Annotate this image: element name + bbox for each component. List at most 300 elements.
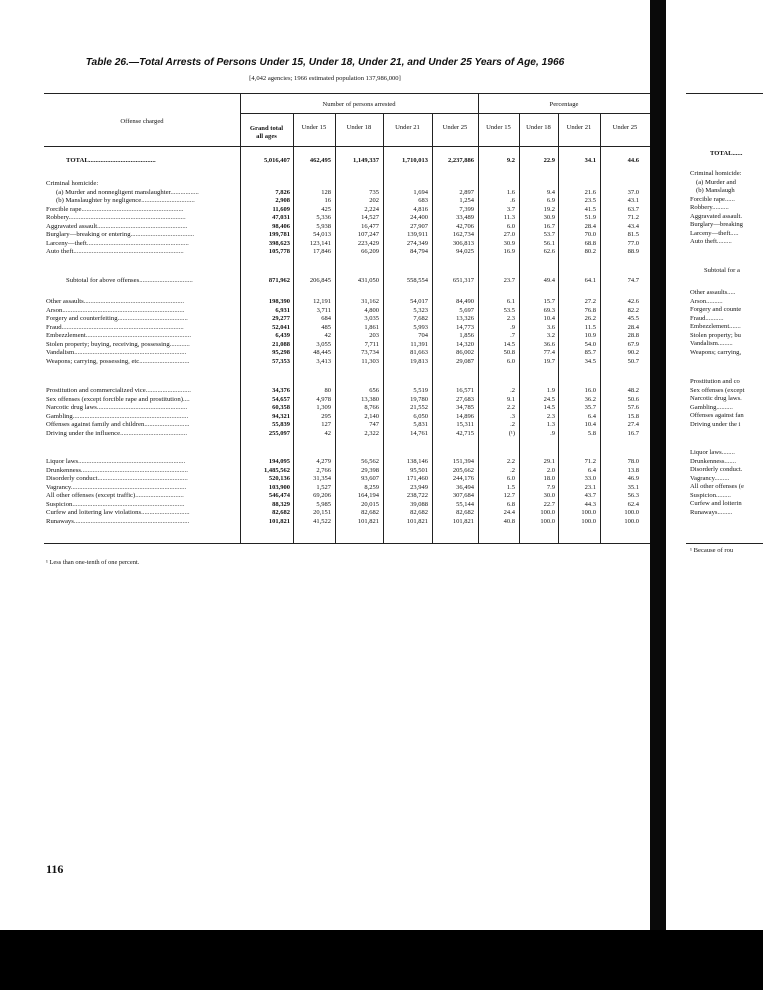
leader-dots: ..................................................................... — [73, 517, 190, 525]
cell-under21: 4,816 — [413, 205, 428, 213]
cell-pct-under25: 44.6 — [627, 157, 639, 164]
row-label: Weapons; carrying, possessing, etc.............................. — [46, 357, 190, 365]
cell-pct-under21: 11.5 — [584, 323, 596, 331]
header-bottom-rule — [44, 146, 650, 147]
leader-dots: ................................................................... — [74, 349, 187, 356]
cell-grand-total: 29,277 — [272, 315, 290, 322]
cell-pct-under21: 21.6 — [584, 188, 596, 196]
cell-pct-under15: 1.5 — [506, 483, 515, 491]
cell-under15: 206,845 — [309, 277, 331, 284]
cell-under18: 203 — [369, 332, 379, 339]
cell-pct-under25: 74.7 — [627, 277, 639, 284]
cell-pct-under18: 1.3 — [546, 421, 555, 428]
row-label: Forcible rape............................................................. — [46, 205, 184, 213]
cell-under15: 3,711 — [316, 306, 331, 314]
cell-under15: 20,151 — [313, 509, 331, 516]
cell-pct-under18: 14.5 — [543, 404, 555, 411]
header-under18: Under 18 — [346, 124, 372, 131]
right-page-line: Disorderly conduct. — [690, 466, 743, 473]
cell-under25: 29,087 — [456, 357, 474, 365]
cell-under21: 138,146 — [406, 458, 428, 465]
cell-pct-under18: 29.1 — [543, 458, 555, 465]
cell-pct-under21: 28.4 — [584, 222, 596, 230]
cell-pct-under18: 77.4 — [543, 349, 555, 356]
cell-pct-under25: 45.5 — [627, 315, 639, 322]
cell-under15: 42 — [324, 332, 331, 339]
cell-pct-under18: 22.9 — [543, 157, 555, 164]
cell-grand-total: 6,931 — [275, 306, 290, 314]
leader-dots: ............................. — [135, 492, 184, 499]
right-page-line: Auto theft......... — [690, 238, 732, 245]
col-rule — [335, 113, 336, 543]
cell-grand-total: 55,839 — [272, 421, 290, 428]
cell-under21: 704 — [418, 332, 428, 339]
right-page-line: Vandalism......... — [690, 340, 733, 347]
cell-under15: 80 — [324, 387, 331, 394]
cell-grand-total: 7,826 — [275, 188, 290, 196]
cell-pct-under21: 27.2 — [584, 298, 596, 305]
leader-dots: ................................................................... — [72, 500, 185, 508]
cell-under21: 27,907 — [410, 222, 428, 230]
leader-dots: ..................................................................... — [70, 483, 187, 491]
cell-pct-under21: 54.0 — [584, 340, 596, 348]
cell-under18: 11,303 — [361, 357, 379, 365]
cell-under21: 1,694 — [413, 188, 428, 196]
leader-dots: ........................................ — [88, 157, 156, 164]
header-percentage-group: Percentage — [549, 101, 579, 108]
cell-under15: 69,206 — [313, 492, 331, 499]
cell-under15: 12,191 — [313, 298, 331, 305]
cell-under18: 735 — [369, 188, 379, 196]
cell-pct-under25: 43.4 — [627, 222, 639, 230]
cell-pct-under21: 26.2 — [584, 315, 596, 322]
cell-pct-under15: 6.0 — [506, 222, 515, 230]
cell-grand-total: 57,353 — [272, 357, 290, 365]
right-page-rule — [686, 93, 763, 94]
cell-pct-under25: 81.5 — [627, 231, 639, 238]
cell-pct-under21: 10.9 — [584, 332, 596, 339]
leader-dots: ................. — [170, 188, 199, 196]
row-label: Sex offenses (except forcible rape and prostitution).... — [46, 395, 190, 403]
cell-under18: 93,607 — [361, 475, 379, 482]
cell-under21: 274,349 — [406, 239, 428, 247]
cell-pct-under15: 2.2 — [506, 404, 515, 411]
scan-bottom-edge — [0, 930, 763, 990]
cell-pct-under15: .6 — [510, 197, 515, 204]
cell-under21: 54,017 — [410, 298, 428, 305]
cell-grand-total: 11,609 — [272, 205, 290, 213]
cell-pct-under18: 24.5 — [543, 395, 555, 403]
row-label: Driving under the influence........................................ — [46, 429, 187, 437]
right-page-line: Curfew and loiterin — [690, 500, 742, 507]
cell-pct-under21: 71.2 — [584, 458, 596, 465]
cell-under21: 95,501 — [410, 466, 428, 474]
right-page-line: Burglary—breaking — [690, 221, 743, 228]
header-grand-total — [240, 125, 293, 140]
cell-under21: 21,552 — [410, 404, 428, 411]
cell-under15: 462,495 — [309, 157, 331, 164]
cell-pct-under15: 9.2 — [506, 157, 515, 164]
cell-under25: 13,326 — [456, 315, 474, 322]
cell-under15: 425 — [321, 205, 331, 213]
cell-under15: 54,013 — [313, 231, 331, 238]
cell-pct-under18: 1.9 — [546, 387, 555, 394]
cell-grand-total: 2,908 — [275, 197, 290, 204]
cell-pct-under18: 6.9 — [546, 197, 555, 204]
cell-pct-under25: 78.0 — [627, 458, 639, 465]
cell-under18: 3,035 — [364, 315, 379, 322]
cell-under25: 36,494 — [456, 483, 474, 491]
cell-under15: 17,846 — [313, 248, 331, 255]
col-rule — [600, 113, 601, 543]
cell-under21: 14,761 — [410, 429, 428, 437]
cell-pct-under15: 3.7 — [506, 205, 515, 213]
cell-pct-under15: (¹) — [508, 429, 515, 437]
cell-pct-under25: 100.0 — [624, 517, 639, 525]
cell-under21: 81,663 — [410, 349, 428, 356]
cell-pct-under25: 15.8 — [627, 412, 639, 420]
cell-pct-under21: 10.4 — [584, 421, 596, 428]
cell-pct-under18: 56.1 — [543, 239, 555, 247]
right-page-line: Liquor laws........ — [690, 449, 735, 456]
leader-dots: ........................................ — [120, 429, 187, 437]
cell-pct-under21: 6.4 — [587, 466, 596, 474]
right-page-line: ¹ Because of rou — [690, 547, 734, 554]
cell-pct-under18: 19.2 — [543, 205, 555, 213]
cell-under18: 164,194 — [357, 492, 379, 499]
cell-under18: 4,800 — [364, 306, 379, 314]
cell-pct-under15: .2 — [510, 387, 515, 394]
cell-under25: 14,320 — [456, 340, 474, 348]
cell-pct-under21: 100.0 — [581, 509, 596, 516]
cell-under21: 101,821 — [406, 517, 428, 525]
cell-pct-under25: 71.2 — [627, 214, 639, 221]
cell-pct-under21: 6.4 — [587, 412, 596, 420]
cell-under18: 56,562 — [361, 458, 379, 465]
cell-pct-under18: 53.7 — [543, 231, 555, 238]
cell-under15: 295 — [321, 412, 331, 420]
row-label: Subtotal for above offenses................................ — [66, 277, 193, 284]
cell-pct-under18: 62.6 — [543, 248, 555, 255]
cell-pct-under25: 43.1 — [627, 197, 639, 204]
cell-pct-under15: 1.6 — [506, 188, 515, 196]
right-page-line: All other offenses (e — [690, 483, 744, 490]
right-page-line: Prostitution and co — [690, 378, 740, 385]
cell-under21: 558,554 — [406, 277, 428, 284]
cell-pct-under18: .9 — [550, 429, 555, 437]
cell-grand-total: 6,439 — [275, 332, 290, 339]
cell-pct-under15: .9 — [510, 323, 515, 331]
cell-pct-under25: 48.2 — [627, 387, 639, 394]
cell-pct-under21: 34.5 — [584, 357, 596, 365]
cell-grand-total: 82,682 — [272, 509, 290, 516]
right-page-line: Runaways......... — [690, 508, 733, 516]
right-page-line: Other assaults..... — [690, 289, 736, 296]
cell-grand-total: 398,623 — [268, 239, 290, 247]
row-label: Arson......................................................................... — [46, 306, 185, 314]
leader-dots: ...................................... — [130, 231, 195, 238]
cell-under25: 162,734 — [452, 231, 474, 238]
header-pct-under25: Under 25 — [612, 124, 638, 131]
cell-under25: 33,489 — [456, 214, 474, 221]
cell-pct-under25: 27.4 — [627, 421, 639, 428]
row-label: Vagrancy..................................................................... — [46, 483, 187, 491]
cell-pct-under15: 24.4 — [503, 509, 515, 516]
cell-grand-total: 546,474 — [268, 492, 290, 499]
cell-under18: 13,380 — [361, 395, 379, 403]
cell-under21: 5,323 — [413, 306, 428, 314]
row-label: Criminal homicide: — [46, 180, 99, 187]
cell-under21: 6,050 — [413, 412, 428, 420]
cell-under21: 82,682 — [410, 509, 428, 516]
binding-gutter — [650, 0, 666, 930]
cell-grand-total: 105,778 — [268, 248, 290, 255]
cell-pct-under15: 6.1 — [506, 298, 515, 305]
cell-under25: 7,399 — [459, 205, 474, 213]
cell-pct-under15: 40.8 — [503, 517, 515, 525]
row-label: Curfew and loitering law violations............................. — [46, 509, 190, 516]
cell-under21: 171,460 — [406, 475, 428, 482]
header-pct-under18: Under 18 — [526, 124, 551, 131]
row-label: Burglary—breaking or entering...................................... — [46, 231, 195, 238]
cell-pct-under25: 63.7 — [627, 205, 639, 213]
right-page-line: Fraud........... — [690, 314, 724, 322]
cell-pct-under21: 44.3 — [584, 500, 596, 508]
cell-pct-under15: .2 — [510, 421, 515, 428]
cell-pct-under18: 2.0 — [546, 466, 555, 474]
right-page-line: Gambling.......... — [690, 403, 733, 411]
cell-under21: 11,391 — [410, 340, 428, 348]
cell-grand-total: 198,390 — [268, 298, 290, 305]
cell-under15: 128 — [321, 188, 331, 196]
row-label: Auto theft.................................................................. — [46, 248, 184, 255]
cell-under25: 16,571 — [456, 387, 474, 394]
cell-under18: 101,821 — [357, 517, 379, 525]
cell-under15: 1,527 — [316, 483, 331, 491]
leader-dots: ................................................................ — [80, 466, 188, 474]
cell-under18: 66,209 — [361, 248, 379, 255]
right-page-line: Forcible rape...... — [690, 195, 735, 203]
col-rule — [558, 113, 559, 543]
cell-under18: 2,140 — [364, 412, 379, 420]
cell-pct-under25: 82.2 — [627, 306, 639, 314]
header-top-rule — [44, 93, 650, 94]
cell-pct-under21: 70.0 — [584, 231, 596, 238]
cell-pct-under18: 69.3 — [543, 306, 555, 314]
footnote: ¹ Less than one-tenth of one percent. — [46, 559, 140, 566]
cell-pct-under18: 9.4 — [546, 188, 555, 196]
cell-pct-under25: 57.6 — [627, 404, 639, 411]
cell-pct-under15: 6.0 — [506, 357, 515, 365]
cell-under18: 1,861 — [364, 323, 379, 331]
leader-dots: ............................. — [141, 509, 190, 516]
cell-under25: 55,144 — [456, 500, 474, 508]
row-label: (b) Manslaughter by negligence................................ — [56, 197, 195, 204]
leader-dots: ............................................................ — [83, 298, 185, 305]
cell-under18: 431,050 — [357, 277, 379, 284]
cell-under18: 2,322 — [364, 429, 379, 437]
leader-dots: ..................................................................... — [72, 412, 189, 420]
cell-grand-total: 520,136 — [268, 475, 290, 482]
cell-under15: 5,938 — [316, 222, 331, 230]
leader-dots: .......................................... — [117, 315, 188, 322]
cell-grand-total: 255,097 — [268, 429, 290, 437]
cell-under15: 4,978 — [316, 395, 331, 403]
cell-under15: 5,985 — [316, 500, 331, 508]
row-label: Narcotic drug laws...................................................... — [46, 404, 188, 411]
cell-pct-under25: 88.9 — [627, 248, 639, 255]
leader-dots: ...................................................... — [97, 475, 188, 482]
leader-dots: ................................................................ — [78, 458, 186, 465]
row-label: Stolen property; buying, receiving, possessing............ — [46, 340, 190, 348]
cell-under21: 19,813 — [410, 357, 428, 365]
right-page-line: Vagrancy......... — [690, 474, 730, 482]
cell-under25: 14,773 — [456, 323, 474, 331]
cell-grand-total: 88,329 — [272, 500, 290, 508]
right-page-line: Subtotal for a — [704, 267, 740, 274]
cell-pct-under21: 23.1 — [584, 483, 596, 491]
cell-pct-under18: 15.7 — [543, 298, 555, 305]
cell-under25: 42,715 — [456, 429, 474, 437]
cell-pct-under25: 42.6 — [627, 298, 639, 305]
cell-pct-under21: 100.0 — [581, 517, 596, 525]
cell-under15: 123,141 — [309, 239, 331, 247]
cell-pct-under18: 10.4 — [543, 315, 555, 322]
cell-grand-total: 1,485,562 — [264, 466, 290, 474]
leader-dots: .... — [182, 395, 190, 403]
right-page-line: Weapons; carrying, — [690, 348, 742, 356]
leader-dots: ............ — [169, 340, 190, 348]
cell-pct-under15: 14.5 — [503, 340, 515, 348]
cell-under15: 127 — [321, 421, 331, 428]
cell-under21: 39,088 — [410, 500, 428, 508]
cell-under25: 27,683 — [456, 395, 474, 403]
cell-pct-under15: 2.2 — [506, 458, 515, 465]
cell-grand-total: 34,376 — [272, 387, 290, 394]
cell-under25: 1,254 — [459, 197, 474, 204]
cell-under15: 5,336 — [316, 214, 331, 221]
row-label: Runaways..................................................................... — [46, 517, 190, 525]
cell-pct-under15: .7 — [510, 332, 515, 339]
header-grand-total-line1: Grand total — [249, 125, 284, 132]
leader-dots: ............................................................. — [86, 239, 189, 247]
row-label: Vandalism................................................................... — [46, 349, 187, 356]
row-label: Disorderly conduct...................................................... — [46, 475, 188, 482]
cell-pct-under21: 80.2 — [584, 248, 596, 255]
cell-pct-under18: 30.0 — [543, 492, 555, 499]
cell-under21: 683 — [418, 197, 428, 204]
right-page-line: Embezzlement....... — [690, 323, 741, 330]
cell-under18: 223,429 — [357, 239, 379, 247]
cell-pct-under21: 35.7 — [584, 404, 596, 411]
col-rule — [432, 113, 433, 543]
cell-under25: 101,821 — [452, 517, 474, 525]
cell-pct-under21: 23.5 — [584, 197, 596, 204]
cell-grand-total: 60,358 — [272, 404, 290, 411]
header-group-rule — [240, 113, 650, 114]
cell-under21: 5,831 — [413, 421, 428, 428]
cell-under18: 14,527 — [361, 214, 379, 221]
right-page-rule — [686, 543, 763, 544]
header-offense: Offense charged — [120, 118, 164, 125]
col-rule — [519, 113, 520, 543]
cell-under25: 651,317 — [452, 277, 474, 284]
cell-under15: 48,445 — [313, 349, 331, 356]
cell-under18: 8,259 — [364, 483, 379, 491]
cell-pct-under21: 64.1 — [584, 277, 596, 284]
cell-pct-under25: 62.4 — [627, 500, 639, 508]
cell-pct-under15: 50.8 — [503, 349, 515, 356]
cell-pct-under18: 100.0 — [540, 517, 555, 525]
cell-under25: 2,237,886 — [448, 157, 474, 164]
cell-pct-under25: 35.1 — [627, 483, 639, 491]
cell-under15: 4,279 — [316, 458, 331, 465]
cell-under25: 306,813 — [452, 239, 474, 247]
cell-grand-total: 94,321 — [272, 412, 290, 420]
cell-pct-under25: 67.9 — [627, 340, 639, 348]
cell-under25: 82,682 — [456, 509, 474, 516]
row-label: Liquor laws................................................................ — [46, 458, 186, 465]
cell-pct-under25: 90.2 — [627, 349, 639, 356]
table-bottom-rule — [44, 543, 650, 544]
cell-under25: 84,490 — [456, 298, 474, 305]
cell-grand-total: 101,821 — [268, 517, 290, 525]
cell-pct-under15: 27.0 — [503, 231, 515, 238]
row-label: Offenses against family and children........................... — [46, 421, 190, 428]
cell-under15: 31,354 — [313, 475, 331, 482]
col-rule — [240, 93, 241, 543]
cell-grand-total: 95,298 — [272, 349, 290, 356]
col-rule — [478, 93, 479, 543]
leader-dots: ...................................................... — [96, 404, 188, 411]
cell-under21: 1,710,013 — [402, 157, 428, 164]
cell-under18: 82,682 — [361, 509, 379, 516]
cell-grand-total: 52,041 — [272, 323, 290, 331]
cell-pct-under15: 6.8 — [506, 500, 515, 508]
cell-under18: 7,711 — [364, 340, 379, 348]
cell-under18: 656 — [369, 387, 379, 394]
cell-pct-under25: 28.4 — [627, 323, 639, 331]
cell-pct-under15: 12.7 — [503, 492, 515, 499]
cell-pct-under18: 3.6 — [546, 323, 555, 331]
header-pct-under21: Under 21 — [566, 124, 592, 131]
row-label: Aggravated assault...................................................... — [46, 222, 188, 230]
right-page-line: (b) Manslaugh — [696, 187, 735, 194]
cell-under18: 16,477 — [361, 222, 379, 230]
page-number: 116 — [46, 862, 64, 876]
right-page-line: Aggravated assault. — [690, 212, 742, 220]
cell-pct-under18: 36.6 — [543, 340, 555, 348]
cell-pct-under18: 49.4 — [543, 277, 555, 284]
cell-under25: 307,684 — [452, 492, 474, 499]
row-label: Other assaults............................................................ — [46, 298, 185, 305]
cell-under21: 5,993 — [413, 323, 428, 331]
leader-dots: ........................... — [144, 421, 190, 428]
cell-under15: 2,766 — [316, 466, 331, 474]
cell-pct-under15: 23.7 — [503, 277, 515, 284]
cell-under18: 8,766 — [364, 404, 379, 411]
cell-pct-under18: 7.9 — [546, 483, 555, 491]
row-label: Robbery...................................................................... — [46, 214, 186, 221]
cell-pct-under15: 30.9 — [503, 239, 515, 247]
cell-pct-under21: 51.9 — [584, 214, 596, 221]
header-under21: Under 21 — [395, 124, 420, 131]
cell-under18: 20,015 — [361, 500, 379, 508]
cell-pct-under25: 77.0 — [627, 239, 639, 247]
cell-pct-under15: 6.0 — [506, 475, 515, 482]
right-page-line: Forgery and counte — [690, 306, 742, 313]
cell-under21: 238,722 — [406, 492, 428, 499]
